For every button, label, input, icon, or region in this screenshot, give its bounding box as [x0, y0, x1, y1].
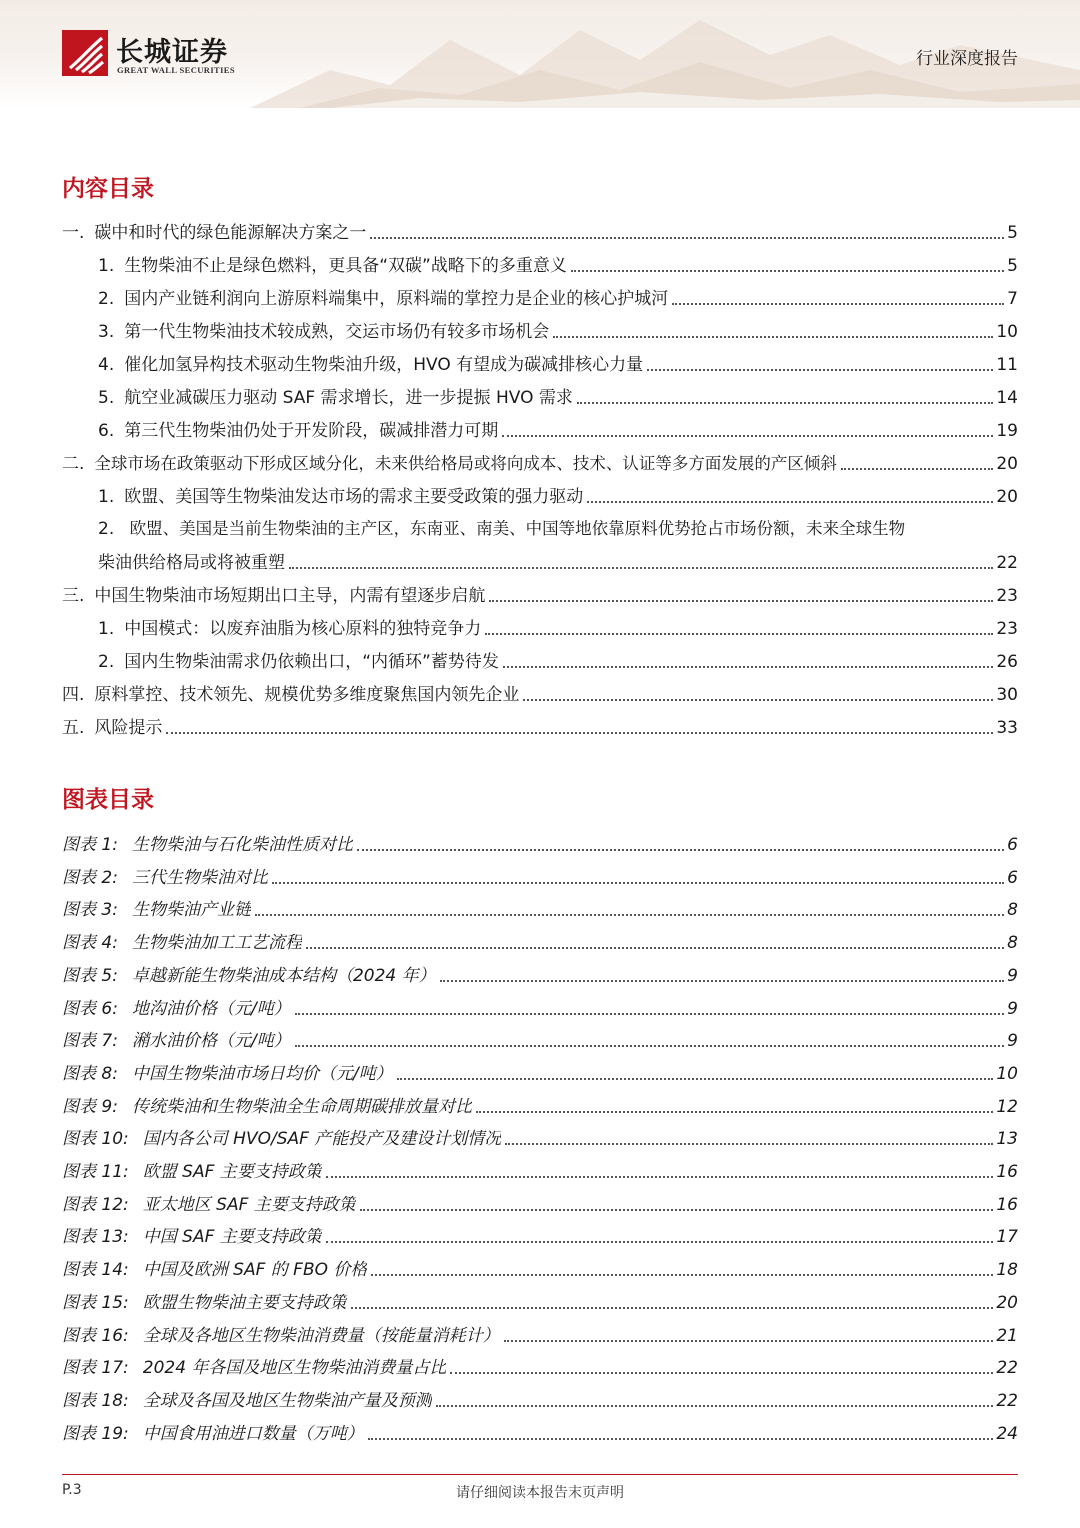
toc-item-text: 碳中和时代的绿色能源解决方案之一 [94, 223, 367, 243]
great-wall-logo-icon [62, 30, 108, 76]
figure-item-page: 16 [996, 1162, 1018, 1182]
figure-item[interactable] [62, 992, 1018, 1020]
page-number: P.3 [62, 1482, 82, 1498]
toc-item[interactable] [98, 414, 1018, 442]
figure-item[interactable] [62, 1220, 1018, 1248]
dot-leader [841, 467, 993, 470]
dot-leader [476, 1110, 993, 1113]
dot-leader [577, 401, 994, 404]
dot-leader [370, 236, 1004, 239]
figure-item-label: 图表 4: [62, 933, 118, 954]
toc-list [62, 216, 1018, 736]
figure-item-text: 欧盟 SAF 主要支持政策 [142, 1162, 322, 1182]
figure-item[interactable] [62, 1188, 1018, 1216]
figure-item[interactable] [62, 959, 1018, 987]
dot-leader [326, 1175, 994, 1178]
toc-item-page: 22 [996, 553, 1018, 573]
report-type-label: 行业深度报告 [916, 49, 1018, 69]
figures-title: 图表目录 [62, 787, 154, 813]
dot-leader [326, 1240, 994, 1243]
toc-item-text: 原料掌控、技术领先、规模优势多维度聚焦国内领先企业 [94, 685, 520, 705]
dot-leader [357, 848, 1004, 851]
toc-item[interactable] [98, 348, 1018, 376]
toc-item-number: 6. [98, 421, 115, 441]
figure-item-label: 图表 6: [62, 998, 118, 1019]
dot-leader [553, 335, 993, 338]
toc-item-wrapped[interactable] [98, 518, 1018, 540]
toc-item[interactable] [62, 678, 1018, 706]
toc-item-page: 7 [1007, 289, 1018, 309]
figure-item-page: 9 [1007, 1031, 1018, 1052]
figure-item-text: 潲水油价格（元/吨） [131, 1031, 291, 1052]
figure-item[interactable] [62, 926, 1018, 954]
figure-item-label: 图表 10: [62, 1129, 129, 1150]
figure-item[interactable] [62, 1155, 1018, 1183]
toc-item-number: 五. [62, 718, 85, 738]
toc-item[interactable] [62, 711, 1018, 739]
toc-title: 内容目录 [62, 176, 154, 202]
figure-item-label: 图表 7: [62, 1031, 118, 1052]
figure-item-text: 中国 SAF 主要支持政策 [142, 1227, 322, 1248]
toc-item-number: 4. [98, 355, 115, 375]
toc-item-page: 30 [996, 685, 1018, 705]
figure-item-text: 生物柴油与石化柴油性质对比 [131, 835, 353, 855]
figure-item[interactable] [62, 1384, 1018, 1412]
figure-item-text: 中国及欧洲 SAF 的 FBO 价格 [142, 1260, 368, 1281]
figure-item-text: 中国食用油进口数量（万吨） [142, 1423, 364, 1444]
dot-leader [672, 302, 1004, 305]
toc-item-text: 第一代生物柴油技术较成熟，交运市场仍有较多市场机会 [124, 322, 550, 342]
toc-item-page: 20 [996, 487, 1018, 507]
figure-item-text: 生物柴油加工工艺流程 [131, 933, 302, 954]
figure-item-label: 图表 8: [62, 1063, 118, 1084]
toc-item-page: 26 [996, 652, 1018, 672]
figure-item[interactable] [62, 1122, 1018, 1150]
figure-item[interactable] [62, 1319, 1018, 1347]
figure-item-text: 国内各公司 HVO/SAF 产能投产及建设计划情况 [142, 1129, 502, 1150]
toc-item-page: 10 [996, 322, 1018, 342]
dot-leader [450, 1371, 993, 1374]
figure-item-label: 图表 5: [62, 965, 118, 986]
toc-item[interactable] [62, 216, 1018, 244]
figure-item-text: 全球及各地区生物柴油消费量（按能量消耗计） [142, 1325, 500, 1346]
toc-item-number: 3. [98, 322, 115, 342]
dot-leader [505, 1142, 993, 1145]
footer-divider [62, 1474, 1018, 1475]
dot-leader [295, 1012, 1004, 1015]
dot-leader [295, 1044, 1004, 1047]
dot-leader [440, 979, 1005, 982]
figure-item-page: 13 [996, 1129, 1018, 1150]
dot-leader [436, 1404, 994, 1407]
toc-item-page: 20 [996, 454, 1018, 474]
toc-item-number: 一. [62, 223, 85, 243]
figure-item-text: 2024 年各国及地区生物柴油消费量占比 [142, 1358, 447, 1379]
toc-item-text: 全球市场在政策驱动下形成区域分化，未来供给格局或将向成本、技术、认证等多方面发展的产区倾斜 [94, 454, 837, 473]
figure-item-page: 8 [1007, 900, 1018, 921]
toc-item-number: 5. [98, 388, 115, 408]
toc-item-number: 2. [98, 519, 115, 539]
figure-item-page: 22 [996, 1390, 1018, 1411]
toc-item-number: 2. [98, 652, 115, 672]
figure-item[interactable] [62, 1253, 1018, 1281]
toc-item-page: 23 [996, 586, 1018, 606]
figure-item-label: 图表 17: [62, 1358, 129, 1379]
figure-item-label: 图表 14: [62, 1260, 129, 1281]
toc-item-text: 国内生物柴油需求仍依赖出口，“内循环”蓄势待发 [124, 652, 499, 672]
figure-item-page: 17 [996, 1227, 1018, 1248]
toc-item-text: 风险提示 [94, 718, 163, 738]
figure-item-page: 8 [1007, 933, 1018, 954]
figure-item-text: 欧盟生物柴油主要支持政策 [142, 1292, 347, 1313]
figure-item-page: 24 [996, 1423, 1018, 1444]
figure-item[interactable] [62, 1286, 1018, 1314]
dot-leader [306, 946, 1004, 949]
figure-item-label: 图表 16: [62, 1325, 129, 1346]
figure-item-label: 图表 18: [62, 1390, 129, 1411]
figure-item[interactable] [62, 1417, 1018, 1445]
dot-leader [489, 599, 993, 602]
figure-item-page: 21 [996, 1325, 1018, 1346]
figure-item-page: 10 [996, 1063, 1018, 1084]
toc-item-number: 1. [98, 256, 115, 276]
toc-item[interactable] [98, 315, 1018, 343]
toc-item-text: 催化加氢异构技术驱动生物柴油升级，HVO 有望成为碳减排核心力量 [124, 355, 644, 375]
figure-item-label: 图表 19: [62, 1423, 129, 1444]
logo-english-name: GREAT WALL SECURITIES [117, 65, 235, 75]
toc-item-text: 第三代生物柴油仍处于开发阶段，碳减排潜力可期 [124, 421, 499, 441]
figures-list [62, 828, 1018, 1448]
dot-leader [587, 500, 993, 503]
toc-item[interactable] [98, 645, 1018, 673]
toc-item[interactable] [98, 612, 1018, 640]
toc-item[interactable] [98, 249, 1018, 277]
figure-item-label: 图表 12: [62, 1194, 129, 1215]
toc-item-page: 23 [996, 619, 1018, 639]
toc-item[interactable] [98, 480, 1018, 508]
figure-item-text: 全球及各国及地区生物柴油产量及预测 [142, 1390, 432, 1411]
toc-item-text: 航空业减碳压力驱动 SAF 需求增长，进一步提振 HVO 需求 [124, 388, 573, 408]
dot-leader [571, 269, 1004, 272]
dot-leader [351, 1306, 994, 1309]
dot-leader [289, 566, 993, 569]
figure-item-text: 卓越新能生物柴油成本结构（2024 年） [131, 965, 436, 986]
toc-item-page: 19 [996, 421, 1018, 441]
figure-item-label: 图表 1: [62, 835, 118, 855]
figure-item[interactable] [62, 828, 1018, 856]
figure-item[interactable] [62, 893, 1018, 921]
figure-item-page: 9 [1007, 965, 1018, 986]
figure-item-text: 三代生物柴油对比 [131, 867, 268, 888]
dot-leader [360, 1208, 994, 1211]
toc-item-text: 中国模式：以废弃油脂为核心原料的独特竞争力 [124, 619, 482, 639]
toc-item-page: 33 [996, 718, 1018, 738]
figure-item-page: 6 [1007, 867, 1018, 888]
toc-item-text: 国内产业链利润向上游原料端集中，原料端的掌控力是企业的核心护城河 [124, 289, 669, 309]
toc-item-number: 二. [62, 454, 85, 474]
toc-item-text: 欧盟、美国是当前生物柴油的主产区，东南亚、南美、中国等地依靠原料优势抢占市场份额，未来全球生物 [129, 519, 906, 538]
toc-item-number: 三. [62, 586, 85, 606]
dot-leader [272, 881, 1004, 884]
dot-leader [485, 632, 993, 635]
dot-leader [647, 368, 993, 371]
toc-item[interactable] [98, 282, 1018, 310]
dot-leader [523, 698, 993, 701]
dot-leader [371, 1273, 993, 1276]
dot-leader [166, 731, 993, 734]
footer-disclaimer: 请仔细阅读本报告末页声明 [456, 1485, 624, 1501]
figure-item-label: 图表 11: [62, 1162, 129, 1182]
toc-item[interactable] [62, 579, 1018, 607]
toc-item-page: 11 [996, 355, 1018, 375]
figure-item[interactable] [62, 1057, 1018, 1085]
figure-item-page: 22 [996, 1358, 1018, 1379]
figure-item-page: 20 [996, 1292, 1018, 1313]
figure-item[interactable] [62, 1024, 1018, 1052]
figure-item-label: 图表 2: [62, 867, 118, 888]
dot-leader [502, 434, 993, 437]
dot-leader [504, 1339, 994, 1342]
figure-item[interactable] [62, 861, 1018, 889]
figure-item-text: 传统柴油和生物柴油全生命周期碳排放量对比 [131, 1096, 472, 1117]
toc-item-text: 生物柴油不止是绿色燃料，更具备“双碳”战略下的多重意义 [124, 256, 567, 276]
figure-item-label: 图表 3: [62, 900, 118, 921]
toc-item-text: 欧盟、美国等生物柴油发达市场的需求主要受政策的强力驱动 [124, 487, 584, 507]
figure-item-page: 9 [1007, 998, 1018, 1019]
dot-leader [397, 1077, 994, 1080]
figure-item[interactable] [62, 1351, 1018, 1379]
dot-leader [368, 1437, 994, 1440]
figure-item-page: 12 [996, 1096, 1018, 1117]
figure-item-label: 图表 15: [62, 1292, 129, 1313]
toc-item-page: 5 [1007, 256, 1018, 276]
figure-item[interactable] [62, 1090, 1018, 1118]
toc-item-page: 14 [996, 388, 1018, 408]
figure-item-page: 16 [996, 1194, 1018, 1215]
figure-item-page: 6 [1007, 835, 1018, 855]
logo-chinese-name: 长城证券 [116, 37, 228, 68]
toc-item-text: 中国生物柴油市场短期出口主导，内需有望逐步启航 [94, 586, 486, 606]
page-header [0, 0, 1080, 108]
toc-item-number: 1. [98, 619, 115, 639]
toc-item-number: 2. [98, 289, 115, 309]
figure-item-label: 图表 13: [62, 1227, 129, 1248]
toc-item[interactable] [62, 447, 1018, 475]
figure-item-text: 地沟油价格（元/吨） [131, 998, 291, 1019]
dot-leader [503, 665, 994, 668]
company-logo [62, 30, 252, 80]
figure-item-label: 图表 9: [62, 1096, 118, 1117]
figure-item-text: 生物柴油产业链 [131, 900, 251, 921]
toc-item-number: 四. [62, 685, 85, 705]
dot-leader [255, 913, 1004, 916]
toc-item-number: 1. [98, 487, 115, 507]
toc-item-continuation[interactable] [98, 546, 1018, 574]
figure-item-page: 18 [996, 1260, 1018, 1281]
figure-item-text: 中国生物柴油市场日均价（元/吨） [131, 1063, 393, 1084]
toc-item[interactable] [98, 381, 1018, 409]
toc-item-page: 5 [1007, 223, 1018, 243]
figure-item-text: 亚太地区 SAF 主要支持政策 [142, 1194, 356, 1215]
toc-item-text-continued: 柴油供给格局或将被重塑 [98, 553, 285, 573]
